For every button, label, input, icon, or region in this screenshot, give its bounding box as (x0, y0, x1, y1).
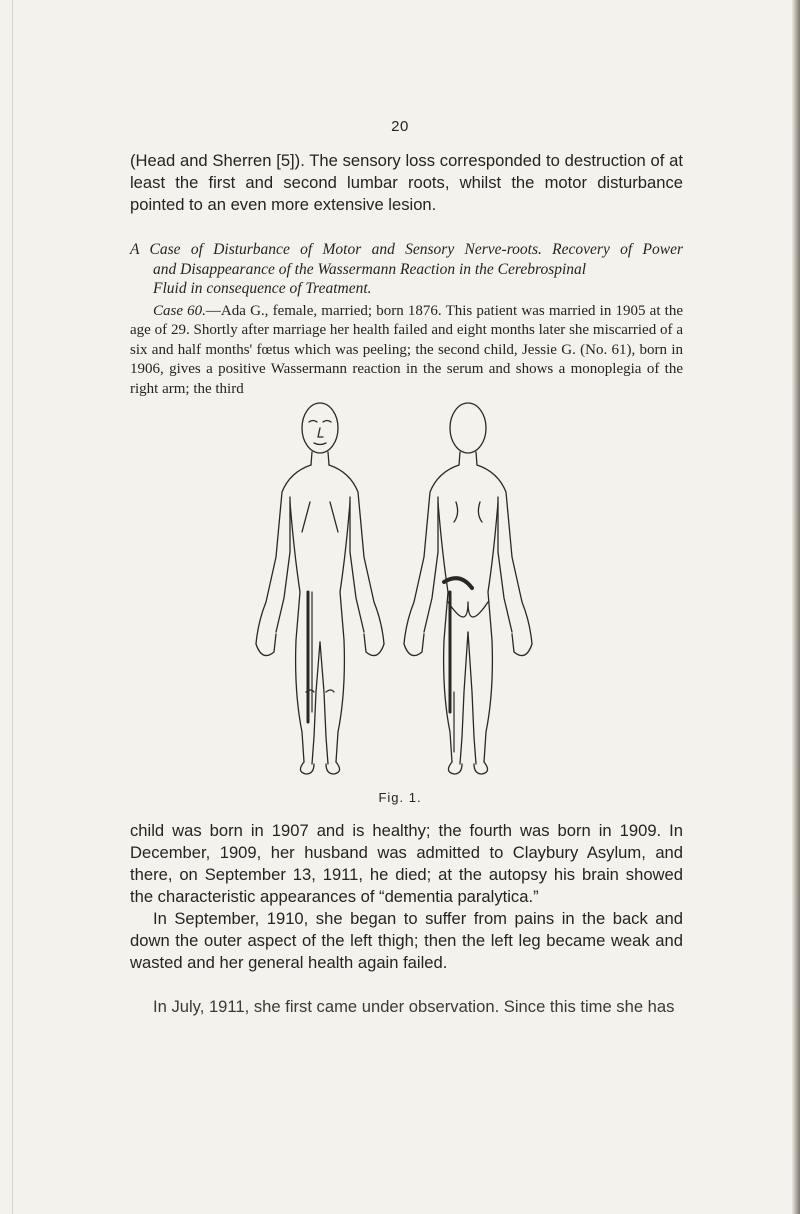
back-view-figure (404, 403, 532, 774)
case-heading-line-1: A Case of Disturbance of Motor and Sensory Nerve-roots. Recovery of Power (130, 241, 683, 258)
page-number: 20 (391, 118, 409, 135)
page-right-edge (792, 0, 800, 1214)
figure-body-diagram (250, 392, 540, 782)
page-left-edge (12, 0, 13, 1214)
paragraph-children: child was born in 1907 and is healthy; the fourth was born in 1909. In December, 1909, her husband was admitted to Claybury Asylum, and there, on September 13, 1911, he died; at the autopsy his brain showed the characteristic appearances of “dementia paralytica.” (130, 821, 683, 906)
case-label: Case 60. (153, 303, 206, 319)
case-heading (130, 240, 683, 299)
front-view-figure (256, 403, 384, 774)
figure-caption: Fig. 1. (378, 790, 422, 805)
case-heading-line-2: and Disappearance of the Wassermann Reaction in the Cerebrospinal (153, 260, 587, 278)
case-paragraph (130, 302, 683, 399)
paragraph-observation: In July, 1911, she first came under observation. Since this time she has (153, 997, 675, 1016)
body-outline-svg (250, 392, 540, 782)
case-text: —Ada G., female, married; born 1876. This patient was married in 1905 at the age of 29. Shortly after marriage her health failed and eight months later she miscarried of a six and half months' fœtus which was peeling; the second child, Jessie G. (No. 61), born in 1906, gives a positive Wassermann reaction in the serum and shows a monoplegia of the right arm; the third (130, 303, 683, 397)
paragraph-symptoms: In September, 1910, she began to suffer from pains in the back and down the outer aspect of the left thigh; then the left leg became weak and wasted and her general health again failed. (130, 909, 683, 972)
case-heading-line-3: Fluid in consequence of Treatment. (153, 280, 372, 297)
paragraph-intro: (Head and Sherren [5]). The sensory loss corresponded to destruction of at least the first and second lumbar roots, whilst the motor disturbance pointed to an even more extensive lesion. (130, 151, 683, 214)
